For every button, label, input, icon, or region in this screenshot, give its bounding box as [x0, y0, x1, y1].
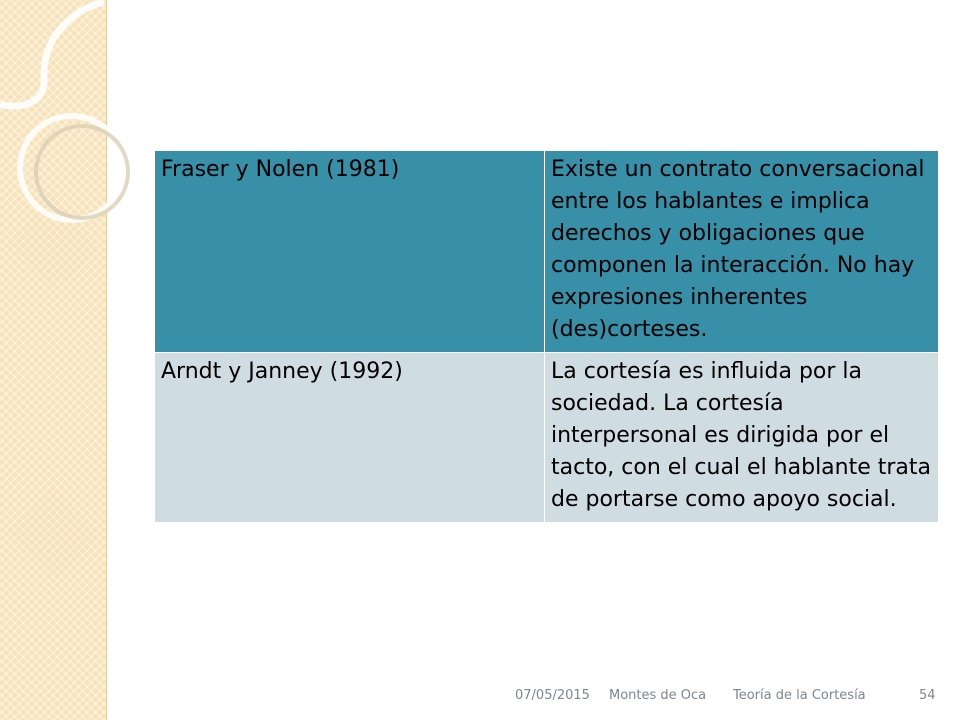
- description-cell: Existe un contrato conversacional entre los hablantes e implica derechos y obligaciones que componen la interacción. No hay expresiones inherentes (des)corteses.: [545, 151, 939, 353]
- table-row: [155, 353, 939, 523]
- author-cell: Fraser y Nolen (1981): [155, 151, 545, 353]
- footer-page-number: 54: [919, 688, 936, 703]
- decorative-ring-top: [0, 2, 104, 106]
- comparison-table: [154, 150, 939, 523]
- footer-topic: Teoría de la Cortesía: [733, 688, 866, 703]
- decorative-rings: [0, 0, 140, 260]
- author-cell: Arndt y Janney (1992): [155, 353, 545, 523]
- footer-author: Montes de Oca: [609, 688, 707, 703]
- footer-date: 07/05/2015: [515, 688, 590, 703]
- description-cell: La cortesía es influida por la sociedad. La cortesía interpersonal es dirigida por el tacto, con el cual el hablante trata de portarse como apoyo social.: [545, 353, 939, 523]
- table-row: [155, 151, 939, 353]
- decorative-ring-inner: [36, 126, 128, 218]
